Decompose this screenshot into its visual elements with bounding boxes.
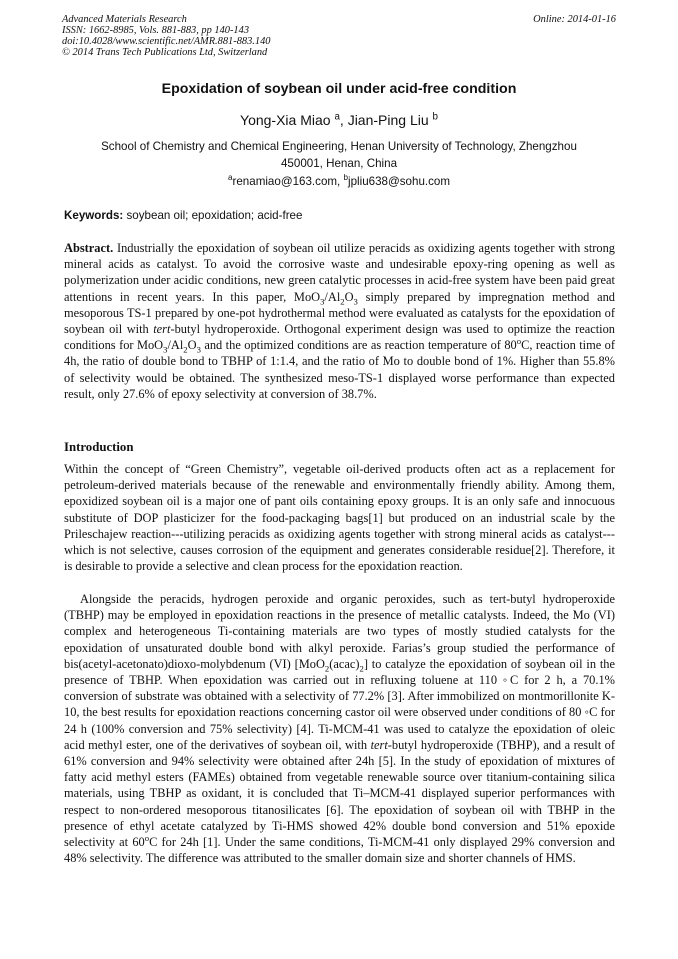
subscript: 3 xyxy=(163,344,168,355)
keywords-label: Keywords: xyxy=(64,209,124,222)
doi-line: doi:10.4028/www.scientific.net/AMR.881-883.140 xyxy=(62,36,271,47)
author-name: Yong-Xia Miao xyxy=(240,112,331,128)
author-emails xyxy=(62,175,616,188)
paragraph-text: Alongside the peracids, hydrogen peroxide and organic peroxides, such as tert-butyl hydroperoxide (TBHP) may be employed in epoxidation reactions in the presence of metallic catalysts. Indeed, the Mo (VI) complex and heterogeneous Ti-containing materials are two types of mostly studied catalysts for the epoxidation of unsaturated double bond with alkyl peroxide. Farias’s group studied the performance of bis(acetyl-acetonato)dioxo-molybdenum (VI) [MoO xyxy=(64,592,615,671)
abstract-text: /Al xyxy=(324,289,341,304)
italic-text: tert xyxy=(370,737,388,752)
paragraph-text: ] to catalyze the epoxidation of soybean oil in the presence of TBHP. When epoxidation was carried out in refluxing toluene at 110 ◦C for 2 h, a 70.1% conversion of substrate was obtained with a selectivity of 77.2% [3]. After immobilized on montmorillonite K-10, the best results for epoxidation reactions concerning castor oil were observed under conditions of 80 ◦C for 24 h (100% conversion and 75% selectivity) [4]. Ti-MCM-41 was used to catalyze the epoxidation of oleic acid methyl ester, one of the derivatives of soybean oil, with xyxy=(64,656,615,752)
intro-paragraph-1: Within the concept of “Green Chemistry”, vegetable oil-derived products often act as a replacement for petroleum-derived materials because of the renewable and environmentally friendly ability. Among them, epoxidized soybean oil is a major one of pant oils containing epoxy groups. It is an only safe and innocuous substitute of DOP plasticizer for the food-packaging bags[1] but produced on an industrial scale by the Prileschajew reaction---utilizing peracids as oxidizing agents together with strong mineral acids as catalyst---which is not selective, causes corrosion of the equipment and generates considerable residue[2]. Therefore, it is desirable to provide a selective and clean process for the epoxidation reaction. xyxy=(64,462,615,574)
superscript: o xyxy=(516,336,522,347)
journal-header xyxy=(62,14,618,58)
italic-text: tert xyxy=(153,322,171,337)
abstract xyxy=(64,240,615,402)
intro-paragraph-2 xyxy=(64,591,615,866)
subscript: 2 xyxy=(324,663,330,674)
abstract-label: Abstract. xyxy=(64,241,114,255)
paragraph-text: (acac) xyxy=(329,656,360,671)
subscript: 2 xyxy=(359,663,364,674)
paragraph-text: -butyl hydroperoxide (TBHP), and a result of 61% conversion and 94% selectivity were obtained after 24h [5]. In the study of epoxidation of mixtures of fatty acid methyl esters (FAMEs) obtained from vegetable renewable source over titanium-containing silica materials, using TBHP as oxidant, it is concluded that Ti–MCM-41 displayed superior performances with respect to non-ordered mesoporous titanosilicates [6]. The epoxidation of soybean oil with TBHP in the presence of ethyl acetate catalyzed by Ti-HMS showed 42% double bond conversion and 51% epoxide selectivity at 60 xyxy=(64,737,615,850)
subscript: 3 xyxy=(353,296,358,307)
paragraph-text: C for 24h [1]. Under the same conditions, Ti-MCM-41 only displayed 29% conversion and 48% selectivity. The difference was attributed to the smaller domain size and shorter channels of HMS. xyxy=(64,835,615,866)
abstract-text: O xyxy=(187,338,197,353)
online-date: Online: 2014-01-16 xyxy=(533,14,616,25)
paper-title: Epoxidation of soybean oil under acid-free condition xyxy=(161,81,517,97)
affiliation-line: 450001, Henan, China xyxy=(280,157,398,170)
keywords xyxy=(64,209,618,222)
copyright-line: © 2014 Trans Tech Publications Ltd, Switzerland xyxy=(62,47,268,58)
author-affil-mark: b xyxy=(432,111,438,123)
affiliation-line: School of Chemistry and Chemical Engineering, Henan University of Technology, Zhengzhou xyxy=(101,140,577,153)
abstract-text: C, reaction time of 4h, the ratio of double bond to TBHP of 1:1.4, and the ratio of Mo to double bond of 1%. Higher than 55.8% of selectivity would be obtained. The synthesized meso-TS-1 displayed worse performance than expected result, only 27.6% of epoxy selectivity at conversion of 38.7%. xyxy=(64,338,616,401)
issn-line: ISSN: 1662-8985, Vols. 881-883, pp 140-143 xyxy=(62,25,250,36)
superscript: o xyxy=(144,832,150,843)
author-line xyxy=(62,112,616,128)
journal-name: Advanced Materials Research xyxy=(62,14,187,25)
abstract-text: Industrially the epoxidation of soybean oil utilize peracids as oxidizing agents together with strong mineral acids as catalyst. To avoid the corrosive waste and undesirable epoxy-ring opening as well as polymerization under acidic conditions, new green catalytic processes in acid-free system have been paid great attentions in recent years. In this paper, MoO xyxy=(64,241,615,304)
affiliation xyxy=(62,138,616,172)
email-address: jpliu638@sohu.com xyxy=(348,175,451,188)
subscript: 2 xyxy=(183,344,188,355)
email-mark: b xyxy=(343,173,349,183)
section-heading: Introduction xyxy=(64,440,134,454)
abstract-text: /Al xyxy=(167,338,184,353)
keywords-text: soybean oil; epoxidation; acid-free xyxy=(123,209,303,222)
subscript: 3 xyxy=(196,344,201,355)
email-address: renamiao@163.com, xyxy=(232,175,344,188)
author-name: Jian-Ping Liu xyxy=(347,112,429,128)
subscript: 2 xyxy=(340,296,345,307)
abstract-text: O xyxy=(344,289,354,304)
abstract-text: -butyl hydroperoxide. Orthogonal experiment design was used to optimize the reaction conditions for MoO xyxy=(64,322,615,353)
abstract-text: simply prepared by impregnation method and mesoporous TS-1 prepared by one-pot hydrothermal method were evaluated as catalysts for the epoxidation of soybean oil with xyxy=(64,289,615,337)
abstract-text: and the optimized conditions are as reaction temperature of 80 xyxy=(200,338,517,353)
author-affil-mark: a xyxy=(334,111,340,123)
email-mark: a xyxy=(227,173,233,183)
subscript: 3 xyxy=(320,296,325,307)
author-separator: , xyxy=(339,112,348,128)
